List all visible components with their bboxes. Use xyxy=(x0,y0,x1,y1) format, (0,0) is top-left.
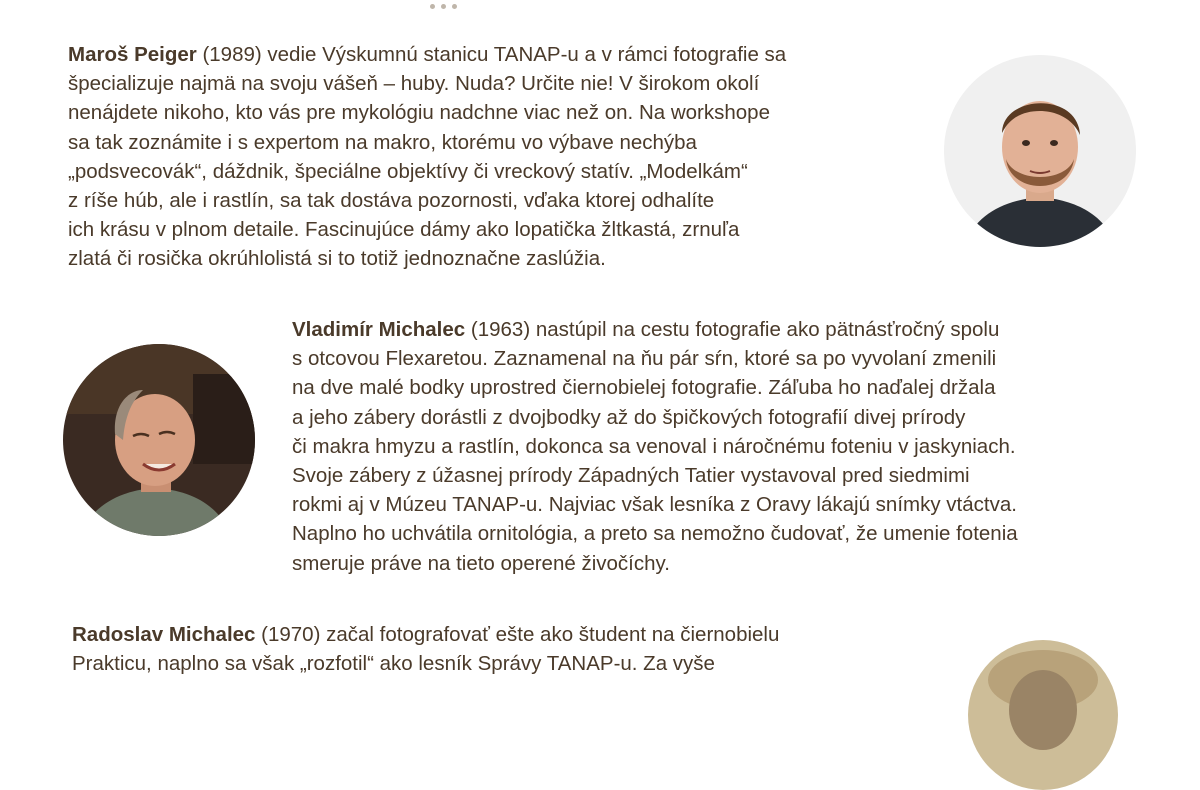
bio-line xyxy=(292,315,1018,344)
bio-line: nenájdete nikoho, kto vás pre mykológiu nadchne viac než on. Na workshope xyxy=(68,101,770,125)
portrait-radoslav-michalec xyxy=(968,640,1118,790)
bio-line: ich krásu v plnom detaile. Fascinujúce dámy ako lopatička žltkastá, zrnuľa xyxy=(68,218,740,242)
bio-text: (1963) nastúpil na cestu fotografie ako pätnásťročný spolu xyxy=(465,318,1000,341)
bio-line: Svoje zábery z úžasnej prírody Západných Tatier vystavoval pred siedmimi xyxy=(292,464,970,488)
bio-radoslav-michalec xyxy=(72,620,779,678)
bio-line: sa tak zoznámite i s expertom na makro, ktorému vo výbave nechýba xyxy=(68,130,697,154)
bio-line: špecializuje najmä na svoju vášeň – huby. Nuda? Určite nie! V širokom okolí xyxy=(68,72,760,96)
bio-line: s otcovou Flexaretou. Zaznamenal na ňu pár sŕn, ktoré sa po vyvolaní zmenili xyxy=(292,347,997,371)
bio-line: smeruje práve na tieto operené živočíchy. xyxy=(292,551,670,575)
bio-line: Naplno ho uchvátila ornitológia, a preto sa nemožno čudovať, že umenie fotenia xyxy=(292,522,1018,546)
bio-vladimir-michalec xyxy=(292,315,1018,578)
bio-line: rokmi aj v Múzeu TANAP-u. Najviac však lesníka z Oravy lákajú snímky vtáctva. xyxy=(292,493,1017,517)
decoration-dot xyxy=(441,4,446,9)
person-photo-icon xyxy=(944,55,1136,247)
portrait-vladimir-michalec xyxy=(63,344,255,536)
bio-line: a jeho zábery dorástli z dvojbodky až do špičkových fotografií divej prírody xyxy=(292,405,966,429)
bio-text: (1970) začal fotografovať ešte ako študent na čiernobielu xyxy=(255,623,780,646)
bio-line: z ríše húb, ale i rastlín, sa tak dostáva pozornosti, vďaka ktorej odhalíte xyxy=(68,189,715,213)
person-photo-icon xyxy=(63,344,255,536)
bio-maros-peiger xyxy=(68,40,786,274)
decoration-dot xyxy=(452,4,457,9)
bio-text: (1989) vedie Výskumnú stanicu TANAP-u a v rámci fotografie sa xyxy=(196,43,787,66)
top-decoration xyxy=(430,0,490,4)
bio-line xyxy=(72,620,779,649)
bio-name: Maroš Peiger xyxy=(68,43,197,66)
person-photo-icon xyxy=(968,640,1118,790)
bio-line: či makra hmyzu a rastlín, dokonca sa venoval i náročnému foteniu v jaskyniach. xyxy=(292,434,1016,458)
bio-name: Vladimír Michalec xyxy=(292,318,466,341)
bio-line: „podsvecovák“, dáždnik, špeciálne objektívy či vreckový statív. „Modelkám“ xyxy=(68,159,748,183)
bio-line: zlatá či rosička okrúhlolistá si to totiž jednoznačne zaslúžia. xyxy=(68,247,606,271)
bio-line xyxy=(68,40,786,69)
decoration-dot xyxy=(430,4,435,9)
bio-name: Radoslav Michalec xyxy=(72,623,256,646)
bio-line: Prakticu, naplno sa však „rozfotil“ ako lesník Správy TANAP-u. Za vyše xyxy=(72,652,715,676)
bio-line: na dve malé bodky uprostred čiernobielej fotografie. Záľuba ho naďalej držala xyxy=(292,376,996,400)
portrait-maros-peiger xyxy=(944,55,1136,247)
